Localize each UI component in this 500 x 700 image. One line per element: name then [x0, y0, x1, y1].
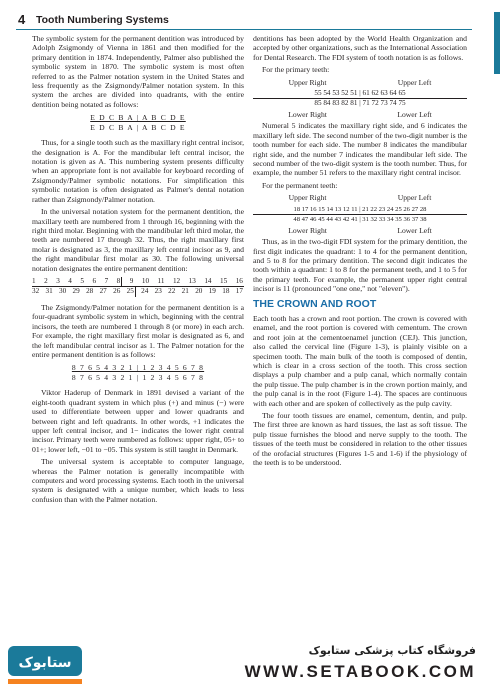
universal-tooth-number: 26 [113, 287, 121, 296]
primary-lower-labels [253, 110, 467, 119]
paragraph-fdi-intro: dentitions has been adopted by the World Health Organization and accepted by other organizations, such as the International Association for Dental Research. The FDI system of tooth notation is as follows. [253, 34, 467, 62]
paragraph-universal: In the universal notation system for the permanent dentition, the maxillary teeth are numbered from 1 through 16, beginning with the right third molar. Beginning with the mandibular left third molar, the teeth are numbered 17 through 32. Thus, the right maxillary first molar is designated as 3, the maxillary left central incisor as 9, and the right mandibular first molar as 30. The following universal notation designates the entire permanent dentition: [32, 207, 244, 273]
universal-tooth-number: 12 [172, 276, 181, 285]
page-number: 4 [18, 12, 26, 27]
section-heading: THE CROWN AND ROOT [253, 297, 377, 310]
watermark-banner [0, 632, 500, 700]
universal-tooth-number: 9 [129, 276, 134, 285]
store-url[interactable]: WWW.SETABOOK.COM [244, 662, 476, 681]
label-upper-right: Upper Right [288, 193, 327, 203]
universal-tooth-number: 2 [44, 276, 48, 285]
universal-top-row [32, 277, 244, 288]
fdi-primary-bottom: 85 84 83 82 81 | 71 72 73 74 75 [314, 99, 406, 108]
paragraph-universal-computer: The universal system is acceptable to computer language, whereas the Palmer notation is generally incompatible with computers and word processing systems. Each tooth in the universal system is designated with a unique number, which leads to less confusion than with the Palmer notation. [32, 457, 244, 504]
paragraph-fdi-primary-explain: Numeral 5 indicates the maxillary right side, and 6 indicates the maxillary left side. The second number of the two-digit number is the tooth number for each side. The number 8 indicates the mandibular right side, and the number 7 indicates the mandibular left side. The second number of the two-digit system is the tooth number. Thus, for example, the number 51 refers to the maxillary right central incisor. [253, 121, 467, 178]
label-upper-left: Upper Left [397, 77, 432, 87]
fdi-primary-table [253, 89, 467, 108]
universal-tooth-number: 15 [220, 276, 228, 285]
label-lower-left: Lower Left [397, 110, 432, 120]
store-name-fa: فروشگاه کتاب پزشکی ستابوک [308, 644, 476, 657]
universal-tooth-number: 5 [80, 276, 84, 285]
universal-tooth-number: 16 [235, 276, 243, 285]
paragraph-fdi-explain: Thus, as in the two-digit FDI system for the primary dentition, the first digit indicates the quadrant: 1 to 4 for the permanent dentition, and 5 to 8 for the primary dentition. The second digit indicates the tooth within a quadrant: 1 to 8 for the permanent teeth, and 1 to 5 for the primary teeth. For example, the permanent upper right central incisor is 11 (pronounced "one one," not "eleven"). [253, 237, 467, 294]
logo-text: ستابوک [18, 655, 72, 671]
label-lower-right: Lower Right [288, 225, 327, 235]
paragraph-single-tooth: Thus, for a single tooth such as the maxillary right central incisor, the designation is A. For the mandibular left central incisor, the notation is given as A. This numbering system presents difficulty when an appropriate font is not available for keyboard recording of Zsigmondy/Palmer symbolic notations. For simplification this symbolic notation is often designated as Palmer's dental notation rather than Zsigmondy/Palmer notation. [32, 138, 244, 204]
fdi-permanent-top: 18 17 16 15 14 13 12 11 | 21 22 23 24 25 26 27 28 [253, 205, 467, 215]
paragraph-tooth-tissues: The four tooth tissues are enamel, cementum, dentin, and pulp. The first three are known as hard tissues, the last as soft tissue. The pulp tissue furnishes the blood and nerve supply to the tooth. The tissues of the teeth must be considered in relation to the other tissues of the orofacial structures (Figures 1-5 and 1-6) if the physiology of the teeth is to be understood. [253, 411, 467, 468]
chapter-tab [494, 12, 500, 74]
universal-tooth-number: 22 [168, 287, 176, 296]
palmer-bottom-row: 8 7 6 5 4 3 2 1 | 1 2 3 4 5 6 7 8 [71, 372, 205, 382]
left-column [32, 34, 244, 507]
label-lower-left: Lower Left [397, 225, 432, 235]
fdi-permanent-bottom: 48 47 46 45 44 43 42 41 | 31 32 33 34 35 36 37 38 [293, 215, 427, 223]
label-primary-teeth: For the primary teeth: [262, 65, 330, 75]
permanent-upper-labels [253, 193, 467, 202]
grid-bottom-row: E D C B A | A B C D E [90, 122, 186, 132]
universal-tooth-number: 4 [68, 276, 72, 285]
grid-top-row: E D C B A | A B C D E [90, 113, 186, 123]
universal-tooth-number: 10 [141, 276, 150, 285]
primary-quadrant-grid [32, 113, 244, 132]
universal-tooth-number: 19 [208, 287, 216, 296]
universal-tooth-number: 27 [99, 287, 107, 296]
right-column [253, 34, 467, 470]
running-title: Tooth Numbering Systems [36, 14, 169, 26]
paragraph-palmer: The Zsigmondy/Palmer notation for the permanent dentition is a four-quadrant symbolic system in which, beginning with the central incisors, the teeth are numbered 1 through 8 (or more) in each arch. For example, the right maxillary first molar is designated as 6, and the left mandibular central incisor as 1. The Palmer notation for the entire permanent dentition is as follows: [32, 302, 244, 359]
fdi-primary-top: 55 54 53 52 51 | 61 62 63 64 65 [253, 89, 467, 99]
universal-tooth-number: 28 [86, 287, 94, 296]
universal-tooth-number: 14 [204, 276, 212, 285]
universal-tooth-number: 3 [56, 276, 60, 285]
universal-tooth-number: 32 [32, 287, 40, 296]
universal-tooth-number: 17 [235, 287, 243, 296]
paragraph-symbolic: The symbolic system for the permanent dentition was introduced by Adolph Zsigmondy of Vienna in 1861 and then modified for the primary dentition in 1874. Independently, Palmer also published the symbolic system in 1870. The symbolic system is most often referred to as the Palmer notation system in the United States and less frequently as the Zsigmondy/Palmer notation system. In this system the arches are divided into quadrants, with the entire dentition being notated as follows: [32, 34, 244, 109]
universal-tooth-number: 21 [181, 287, 189, 296]
label-lower-right: Lower Right [288, 110, 327, 120]
universal-tooth-number: 23 [154, 287, 162, 296]
universal-tooth-number: 18 [222, 287, 230, 296]
label-upper-right: Upper Right [288, 77, 327, 87]
page-header [0, 0, 500, 30]
universal-tooth-number: 25 [126, 287, 134, 296]
universal-tooth-number: 30 [59, 287, 67, 296]
paragraph-haderup: Viktor Haderup of Denmark in 1891 devised a variant of the eight-tooth quadrant system in which plus (+) and minus (−) were used to differentiate between upper and lower quadrants and between right and left quadrants. In other words, +1 indicates the upper left central incisor, and 1− indicates the lower right central incisor. Primary teeth were numbered as follows: upper right, 05+ to 01+; lower left, −01 to −05. This system is still taught in Denmark. [32, 388, 244, 454]
universal-bottom-row [32, 287, 244, 297]
universal-numbering-table [32, 277, 244, 297]
universal-tooth-number: 6 [92, 276, 97, 285]
primary-upper-labels [253, 78, 467, 87]
label-upper-left: Upper Left [397, 193, 432, 203]
universal-tooth-number: 13 [188, 276, 196, 285]
universal-tooth-number: 7 [104, 276, 109, 285]
universal-tooth-number: 1 [32, 276, 36, 285]
permanent-lower-labels [253, 226, 467, 235]
setabook-logo [6, 642, 86, 688]
fdi-permanent-table [253, 205, 467, 224]
universal-tooth-number: 8 [116, 276, 121, 285]
universal-tooth-number: 20 [195, 287, 203, 296]
palmer-top-row: 8 7 6 5 4 3 2 1 | 1 2 3 4 5 6 7 8 [71, 363, 205, 373]
universal-tooth-number: 11 [157, 276, 165, 285]
paragraph-crown-root: Each tooth has a crown and root portion. The crown is covered with enamel, and the root portion is covered with cementum. The crown and root join at the cementoenamel junction (CEJ). This junction, also called the cervical line (Figure 1-3), is plainly visible on a specimen tooth. The main bulk of the tooth is composed of dentin, which is clear in a cross section of the tooth. This cross section displays a pulp chamber and a pulp canal, which normally contain the pulp tissue. The pulp chamber is in the crown portion mainly, and the pulp canal is in the root (Figure 1-4). The spaces are continuous with each other and are spoken of collectively as the pulp cavity. [253, 313, 467, 408]
palmer-notation-grid [32, 363, 244, 382]
label-permanent-teeth: For the permanent teeth: [262, 180, 338, 190]
universal-tooth-number: 29 [72, 287, 80, 296]
universal-tooth-number: 31 [45, 287, 53, 296]
header-rule [16, 29, 472, 30]
universal-tooth-number: 24 [141, 287, 149, 296]
